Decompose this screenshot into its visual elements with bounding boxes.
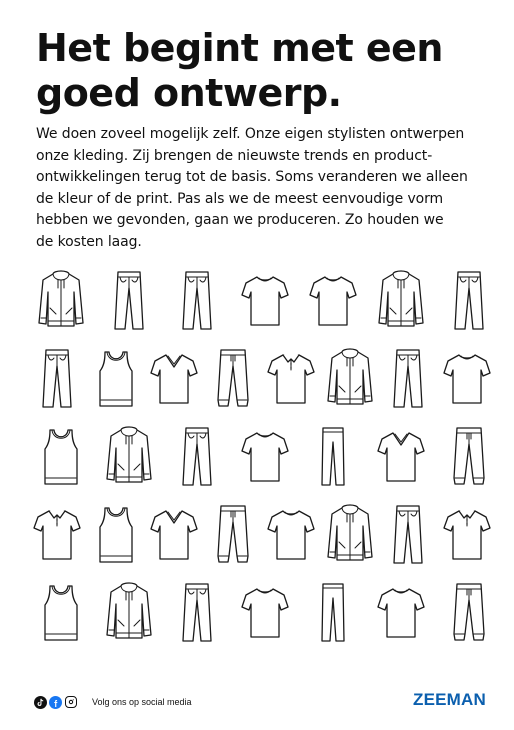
intro-line: de kosten laag. [36, 233, 142, 250]
intro-line: de kleur of de print. Pas als we de meest eenvoudige vorm [36, 190, 444, 207]
hoodie-illustration [36, 268, 86, 334]
intro-line: We doen zoveel mogelijk zelf. Onze eigen stylisten ontwerpen [36, 126, 465, 142]
tshirt-illustration [266, 502, 316, 568]
tshirt-illustration [308, 268, 358, 334]
tshirt-illustration [240, 580, 290, 646]
pants-illustration [104, 268, 154, 334]
pants-illustration [172, 580, 222, 646]
pants-illustration [172, 268, 222, 334]
headline [36, 26, 486, 116]
tanktop-illustration [91, 346, 141, 412]
vneck-illustration [376, 424, 426, 490]
vneck-illustration [149, 502, 199, 568]
intro-line: hebben we gevonden, gaan we produceren. Zo houden we [36, 212, 444, 228]
pants-illustration [32, 346, 82, 412]
polo-illustration [442, 502, 492, 568]
tshirt-illustration [376, 580, 426, 646]
tshirt-illustration [240, 424, 290, 490]
hoodie-illustration [325, 346, 375, 412]
joggers-illustration [208, 346, 258, 412]
pants-illustration [383, 502, 433, 568]
polo-illustration [266, 346, 316, 412]
facebook-icon[interactable] [49, 696, 62, 709]
intro-line: ontwikkelingen terug tot de basis. Soms veranderen we alleen [36, 169, 468, 185]
social-media-row [34, 694, 192, 710]
garment-illustration-grid [32, 268, 488, 630]
intro-line: onze kleding. Zij brengen de nieuwste trends en product- [36, 147, 433, 164]
pants-illustration [383, 346, 433, 412]
pants-illustration [444, 268, 494, 334]
tanktop-illustration [36, 580, 86, 646]
leggings-illustration [308, 424, 358, 490]
hoodie-illustration [104, 424, 154, 490]
tanktop-illustration [91, 502, 141, 568]
joggers-illustration [444, 424, 494, 490]
leggings-illustration [308, 580, 358, 646]
polo-illustration [32, 502, 82, 568]
tiktok-icon[interactable] [34, 696, 47, 709]
tanktop-illustration [36, 424, 86, 490]
vneck-illustration [149, 346, 199, 412]
intro-paragraph [36, 124, 486, 253]
tshirt-illustration [240, 268, 290, 334]
zeeman-logo: ZEEMAN [413, 690, 486, 709]
hoodie-illustration [376, 268, 426, 334]
pants-illustration [172, 424, 222, 490]
hoodie-illustration [104, 580, 154, 646]
tshirt-illustration [442, 346, 492, 412]
headline-text: Het begint met een goed ontwerp. [36, 26, 443, 115]
hoodie-illustration [325, 502, 375, 568]
joggers-illustration [208, 502, 258, 568]
instagram-icon[interactable] [65, 696, 77, 708]
joggers-illustration [444, 580, 494, 646]
follow-text: Volg ons op social media [92, 697, 192, 707]
